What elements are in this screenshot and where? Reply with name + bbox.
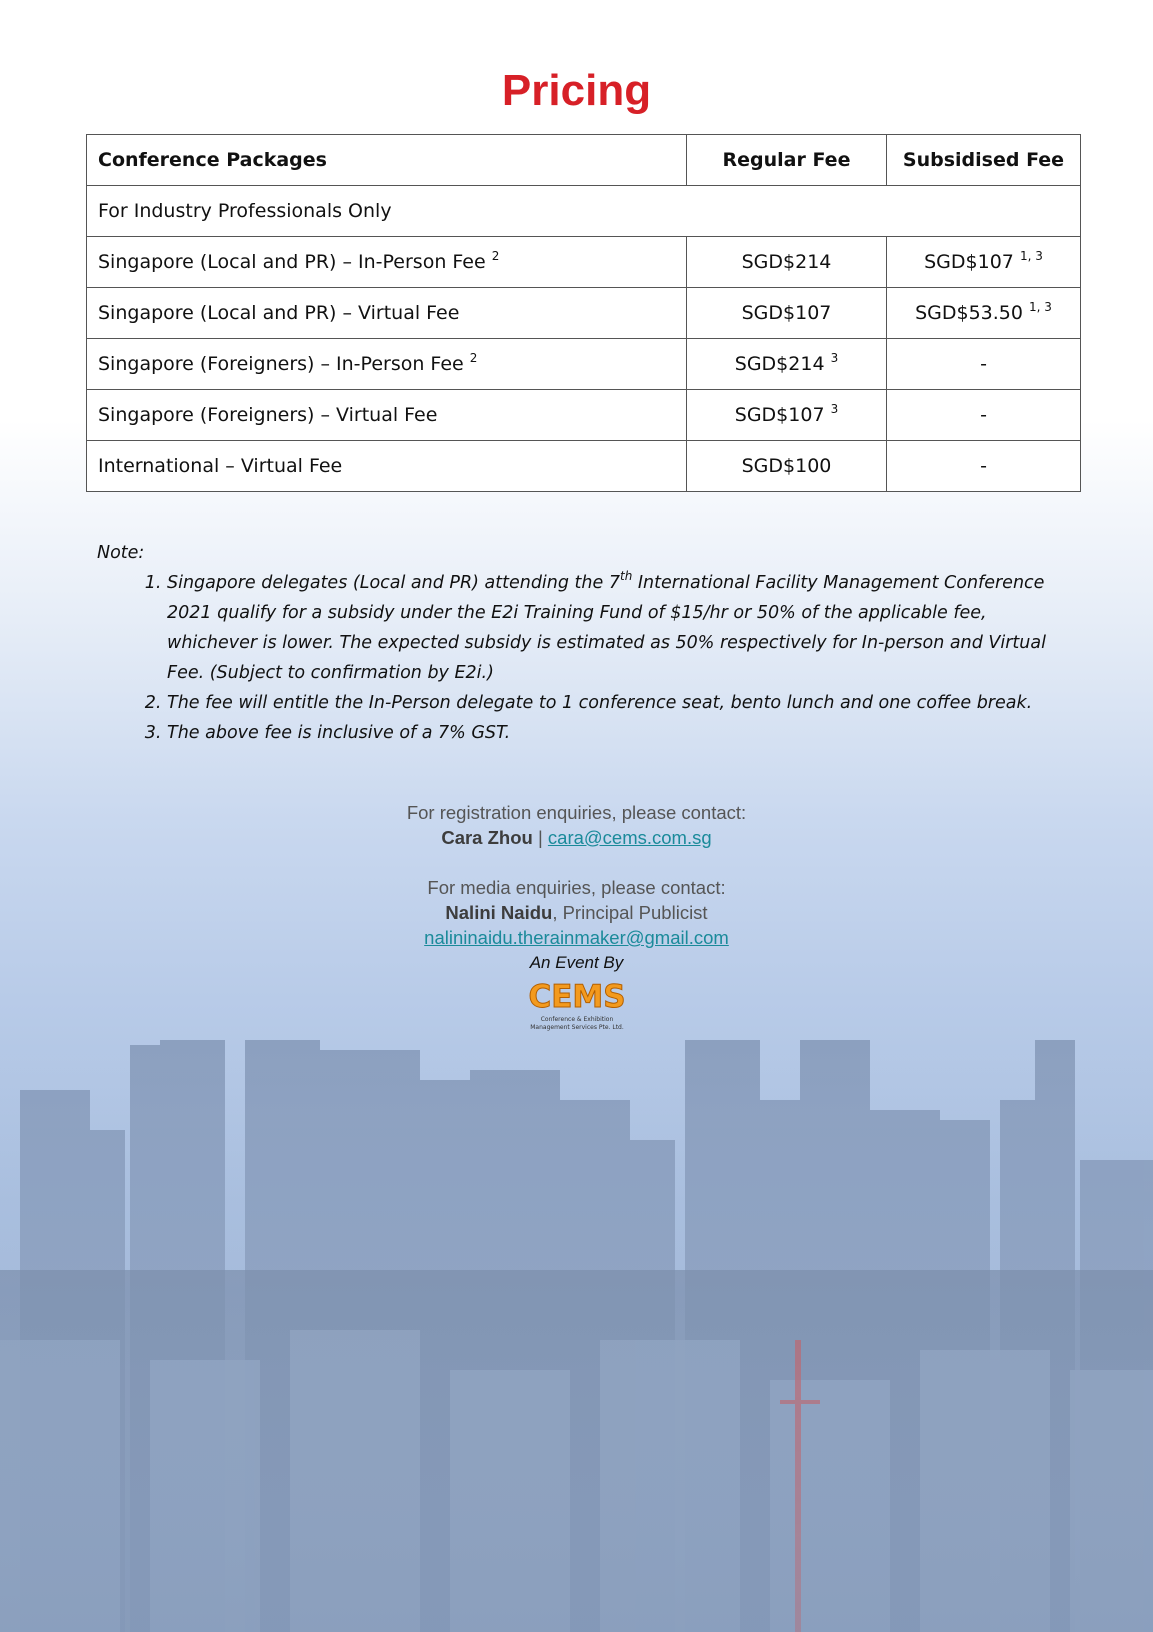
subsidised-fee-cell [887, 390, 1081, 441]
header-subsidised-fee: Subsidised Fee [887, 135, 1081, 186]
subsidised-fee: - [980, 404, 987, 426]
package-name: Singapore (Foreigners) – Virtual Fee [98, 404, 438, 426]
regular-fee-cell [687, 390, 887, 441]
event-by-label: An Event By [529, 953, 624, 972]
package-cell [87, 288, 687, 339]
footnote-ref: 1, 3 [1029, 300, 1052, 314]
regular-fee: SGD$214 [734, 353, 825, 375]
footnote-ref: 2 [469, 351, 478, 365]
footnote-ref: 1, 3 [1019, 249, 1043, 263]
package-cell [87, 441, 687, 492]
cems-logo [525, 977, 629, 1033]
table-row [87, 237, 1081, 288]
subsidised-fee-cell [887, 237, 1081, 288]
note-text: Singapore delegates (Local and PR) attending the 7 [167, 573, 620, 593]
regular-fee: SGD$107 [734, 404, 825, 426]
page-title: Pricing [501, 66, 652, 115]
regular-fee-cell [687, 441, 887, 492]
logo-text: CEMS [527, 979, 626, 1015]
table-row [87, 441, 1081, 492]
notes-heading: Note: [97, 543, 145, 563]
note-item: 3. The above fee is inclusive of a 7% GST. [167, 718, 1077, 748]
subsidised-fee: - [980, 353, 987, 375]
footnote-ref: 3 [830, 351, 839, 365]
subsidised-fee-cell [887, 288, 1081, 339]
city-skyline-background [0, 1040, 1153, 1632]
footnote-ref: 2 [491, 249, 500, 263]
regular-fee: SGD$100 [741, 455, 832, 477]
regular-fee: SGD$214 [741, 251, 832, 273]
note-item: 2. The fee will entitle the In-Person delegate to 1 conference seat, bento lunch and one coffee break. [167, 688, 1077, 718]
subsidised-fee-cell [887, 339, 1081, 390]
contact-section [0, 800, 1153, 1039]
package-name: International – Virtual Fee [98, 455, 343, 477]
table-section-row [87, 186, 1081, 237]
subsidised-fee-cell [887, 441, 1081, 492]
notes-section [97, 538, 1077, 748]
media-contact [0, 900, 1153, 925]
section-label: For Industry Professionals Only [87, 186, 1081, 237]
regular-fee-cell [687, 237, 887, 288]
regular-fee-cell [687, 288, 887, 339]
subsidised-fee: - [980, 455, 987, 477]
media-label: For media enquiries, please contact: [427, 877, 726, 898]
table-row [87, 339, 1081, 390]
registration-label: For registration enquiries, please contact: [406, 802, 747, 823]
pricing-table [86, 134, 1081, 492]
media-name: Nalini Naidu [445, 902, 553, 923]
registration-email-link[interactable]: cara@cems.com.sg [547, 827, 712, 848]
footnote-ref: 3 [830, 402, 839, 416]
table-header-row [87, 135, 1081, 186]
package-name: Singapore (Local and PR) – In-Person Fee [98, 251, 486, 273]
regular-fee: SGD$107 [741, 302, 832, 324]
header-regular-fee: Regular Fee [687, 135, 887, 186]
note-item [167, 568, 1077, 688]
table-row [87, 390, 1081, 441]
subsidised-fee: SGD$107 [924, 251, 1014, 273]
notes-list [97, 568, 1077, 748]
media-role: , Principal Publicist [552, 902, 708, 923]
ordinal-suffix: th [619, 569, 633, 583]
package-cell [87, 237, 687, 288]
media-email-link[interactable]: nalininaidu.therainmaker@gmail.com [424, 927, 729, 948]
logo-line1: Conference & Exhibition [540, 1016, 613, 1023]
registration-contact [0, 825, 1153, 850]
separator: | [532, 827, 548, 848]
note-text: International Facility Management Conference 2021 qualify for a subsidy under the E2i Training Fund of $15/hr or 50% of the applicable fee, whichever is lower. The expected subsidy is estimated as 50% respectively for In-person and Virtual Fee. (Subject to confirmation by E2i.) [167, 573, 1046, 683]
package-name: Singapore (Foreigners) – In-Person Fee [98, 353, 464, 375]
header-conference-packages: Conference Packages [87, 135, 687, 186]
registration-name: Cara Zhou [441, 827, 533, 848]
table-row [87, 288, 1081, 339]
package-cell [87, 339, 687, 390]
regular-fee-cell [687, 339, 887, 390]
logo-line2: Management Services Pte. Ltd. [529, 1024, 624, 1031]
package-name: Singapore (Local and PR) – Virtual Fee [98, 302, 460, 324]
subsidised-fee: SGD$53.50 [915, 302, 1023, 324]
package-cell [87, 390, 687, 441]
